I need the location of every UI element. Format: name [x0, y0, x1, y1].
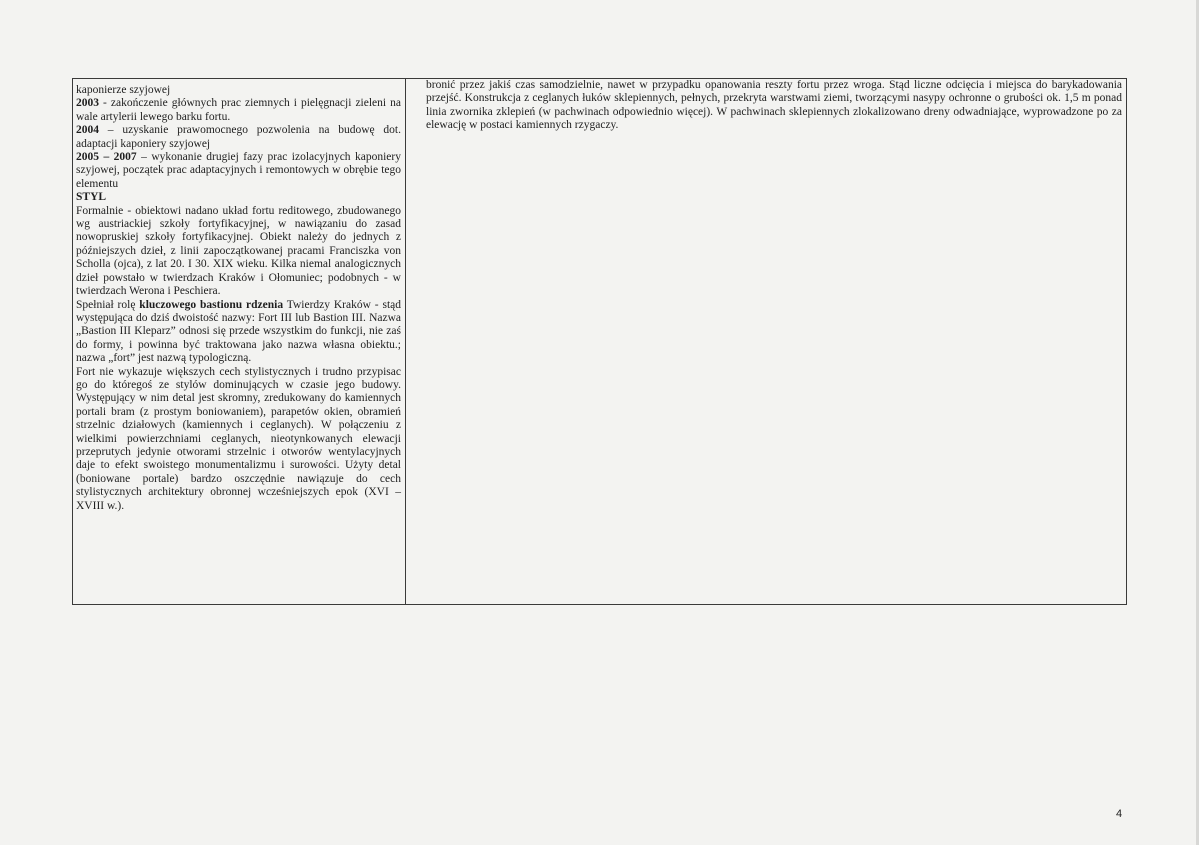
text-spelnial-bold: kluczowego bastionu rdzenia	[139, 298, 284, 311]
page-number: 4	[1116, 808, 1123, 820]
paragraph-formalnie: Formalnie - obiektowi nadano układ fortu reditowego, zbudowanego wg austriackiej szkoły fortyfikacyjnej, w nawiązaniu do zasad nowopruskiej szkoły fortyfikacyjnej. Obiekt należy do jednych z późniejszych dzieł, z linii zapoczątkowanej pracami Franciszka von Scholla (ojca), z lat 20. I 30. XIX wieku. Kilka niemal analogicznych dzieł powstało w twierdzach Kraków i Ołomuniec; podobnych - w twierdzach Werona i Peschiera.	[76, 204, 401, 298]
text-spelnial-a: Spełniał rolę	[76, 298, 140, 311]
year-2003: 2003	[76, 97, 99, 110]
paragraph-fort-nie: Fort nie wykazuje większych cech stylistycznych i trudno przypisac go do któregoś ze stylów dominujących w czasie jego budowy. Występujący w nim detal jest skromny, zredukowany do kamiennych portali bram (z prostym boniowaniem), parapetów okien, obramień strzelnic działowych (kamiennych i ceglanych). W połączeniu z wielkimi powierzchniami ceglanych, nieotynkowanych elewacji przeprutych jedynie otworami strzelnic i otworów wentylacyjnych daje to efekt swoistego monumentalizmu i surowości. Użyty detal (boniowane portale) bardzo oszczędnie nawiązuje do cech stylistycznych architektury obronnej wcześniejszych epok (XVI – XVIII w.).	[76, 365, 401, 512]
paragraph-2005-2007	[76, 151, 401, 191]
year-2005-2007: 2005 – 2007	[76, 151, 137, 164]
paragraph-bronic: bronić przez jakiś czas samodzielnie, nawet w przypadku opanowania reszty fortu przez wroga. Stąd liczne odcięcia i miejsca do barykadowania przejść. Konstrukcja z ceglanych łuków sklepiennych, pełnych, przekryta warstwami ziemi, tworzącymi nasypy ochronne o grubości ok. 1,5 m ponad linia zwornika zklepień (w pachwinach odpowiednio więcej). W pachwinach sklepiennych zlokalizowano dreny odwadniające, wyprowadzone po za elewację w postaci kamiennych rzygaczy.	[426, 79, 1122, 132]
year-2004: 2004	[76, 124, 99, 137]
section-heading-styl: STYL	[76, 191, 107, 204]
paragraph-spelnial	[76, 299, 401, 366]
right-column	[406, 79, 1126, 604]
paragraph-2004	[76, 124, 401, 151]
text-2003: - zakończenie głównych prac ziemnych i pielęgnacji zieleni na wale artylerii lewego barku fortu.	[76, 97, 401, 123]
left-column	[73, 79, 406, 604]
text-2005-2007: – wykonanie drugiej fazy prac izolacyjnych kaponiery szyjowej, początek prac adaptacyjnych i remontowych w obrębie tego elementu	[76, 151, 401, 190]
paragraph-kaponierze: kaponierze szyjowej	[76, 84, 171, 96]
text-spelnial-b: Twierdzy Kraków - stąd występująca do dziś dwoistość nazwy: Fort III lub Bastion III. Nazwa „Bastion III Kleparz” odnosi się przede wszystkim do funkcji, nie zaś do formy, i powinna być traktowana jako nazwa własna obiektu.; nazwa „fort” jest nazwą typologiczną.	[76, 298, 401, 365]
paragraph-2003	[76, 97, 401, 124]
text-2004: – uzyskanie prawomocnego pozwolenia na budowę dot. adaptacji kaponiery szyjowej	[76, 124, 401, 150]
document-table	[72, 78, 1127, 605]
